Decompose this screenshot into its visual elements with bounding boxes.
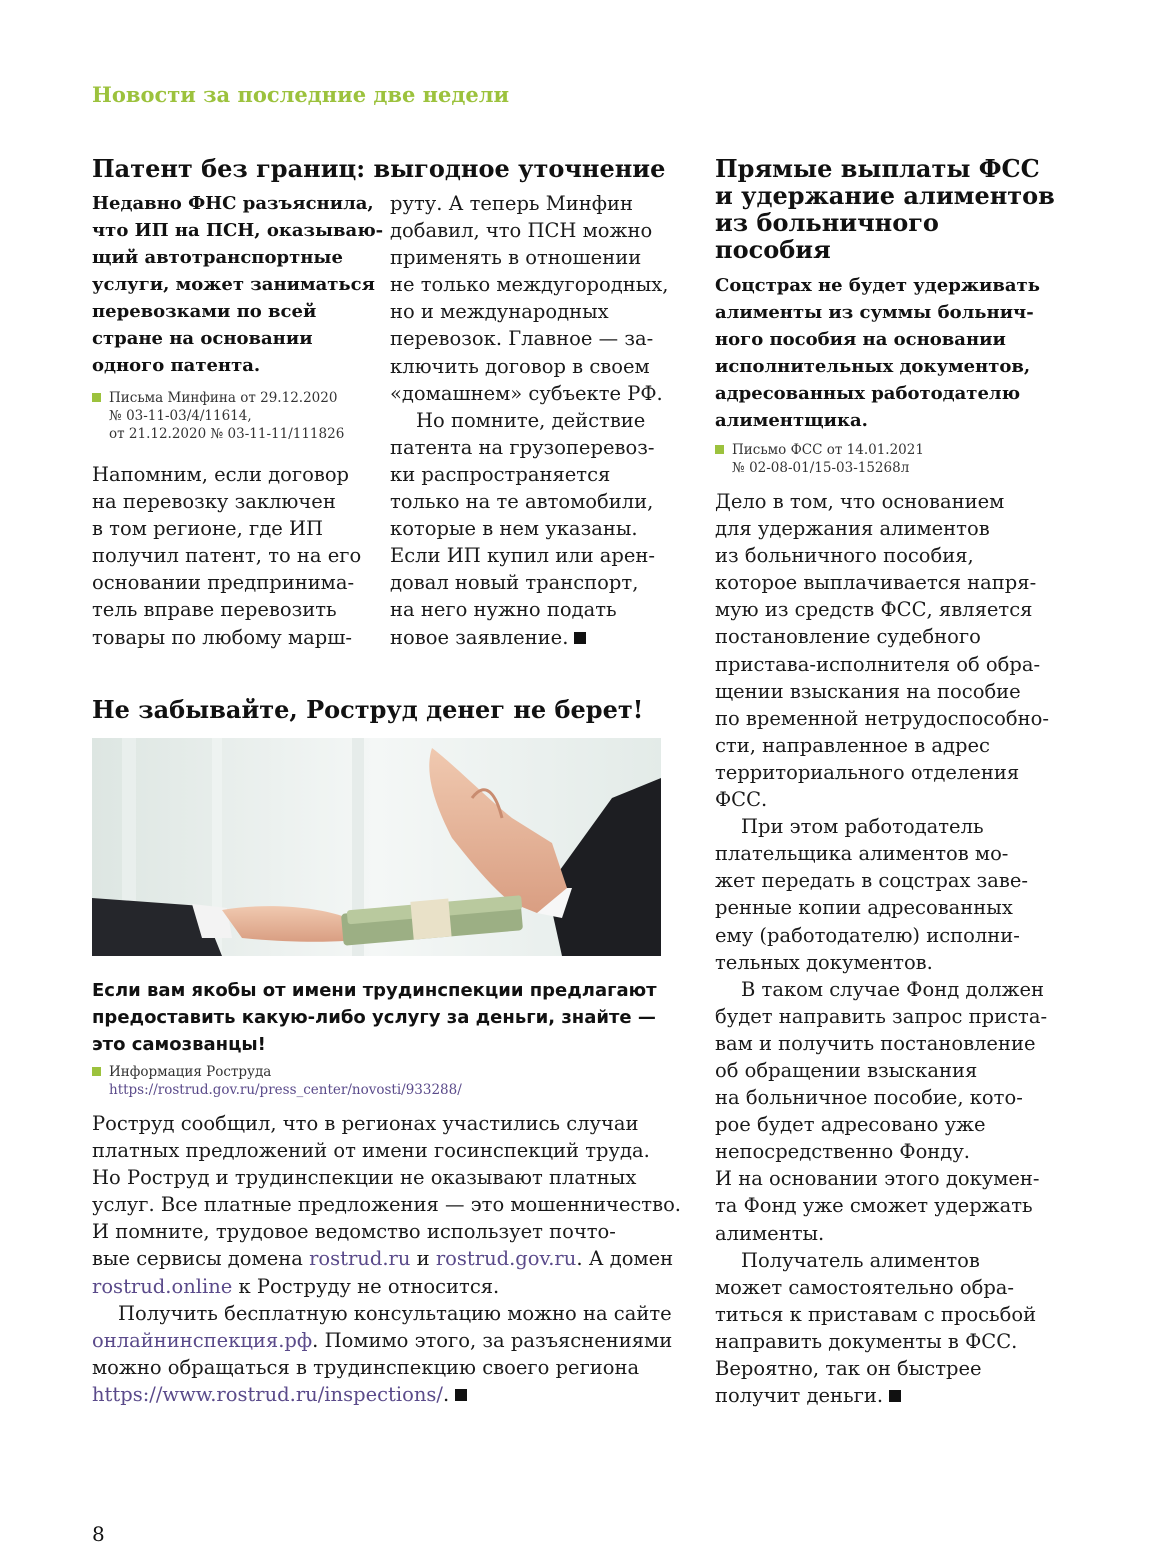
body-line: территориального отделения	[715, 760, 1020, 784]
body-line: Получить бесплатную консультацию можно на сайте	[118, 1301, 672, 1325]
section-label: Новости за последние две недели	[92, 82, 510, 107]
body-line-last	[715, 1382, 1049, 1409]
body-line: «домашнем» субъекте РФ.	[390, 381, 663, 405]
body-line: Если ИП купил или арен-	[390, 544, 656, 568]
body-line: Но Роструд и трудинспекции не оказывают платных	[92, 1166, 637, 1190]
body-line: рое будет адресовано уже	[715, 1113, 986, 1137]
end-mark-icon	[455, 1389, 467, 1401]
body-text: . А домен	[576, 1247, 674, 1271]
title-line: пособия	[715, 235, 831, 264]
lead-line: перевозками по всей	[92, 301, 317, 322]
body-line: направить документы в ФСС.	[715, 1329, 1018, 1353]
body-line: из больничного пособия,	[715, 544, 974, 568]
title-line: и удержание алиментов	[715, 181, 1055, 210]
source-line: № 02-08-01/15-03-15268л	[732, 460, 910, 476]
body-line: мую из средств ФСС, является	[715, 598, 1033, 622]
body-line: на больничное пособие, кото-	[715, 1086, 1023, 1110]
body-line: перевозок. Главное — за-	[390, 327, 654, 351]
article1-body-right	[390, 190, 668, 651]
body-line: которые в нем указаны.	[390, 517, 638, 541]
body-line: руту. А теперь Минфин	[390, 192, 633, 215]
body-line	[92, 1327, 681, 1354]
body-line: сти, направленное в адрес	[715, 733, 990, 757]
body-line: только на те автомобили,	[390, 490, 654, 514]
title-line: Прямые выплаты ФСС	[715, 154, 1040, 183]
lead-line: адресованных работодателю	[715, 383, 1021, 404]
article3-lead	[715, 272, 1040, 434]
body-line: Вероятно, так он быстрее	[715, 1357, 982, 1380]
source-line: от 21.12.2020 № 03-11-11/111826	[109, 426, 345, 442]
body-line: титься к приставам с просьбой	[715, 1302, 1037, 1326]
lead-line: алиментщика.	[715, 410, 868, 431]
lead-line: исполнительных документов,	[715, 356, 1031, 377]
body-line: жет передать в соцстрах заве-	[715, 869, 1029, 893]
body-line: щении взыскания на пособие	[715, 679, 1021, 703]
body-line: непосредственно Фонду.	[715, 1140, 970, 1164]
lead-line: щий автотранспортные	[92, 247, 343, 268]
lead-line: алименты из суммы больнич-	[715, 302, 1034, 323]
end-mark-icon	[574, 632, 586, 644]
body-line: не только междугородных,	[390, 273, 669, 297]
page-number: 8	[92, 1522, 105, 1546]
body-line: можно обращаться в трудинспекцию своего региона	[92, 1355, 640, 1379]
body-line: вам и получить постановление	[715, 1031, 1036, 1055]
article2-caption	[92, 977, 657, 1058]
article2-title: Не забывайте, Роструд денег не берет!	[92, 695, 644, 724]
body-line: патента на грузоперевоз-	[390, 435, 655, 459]
lead-line: что ИП на ПСН, оказываю-	[92, 220, 384, 241]
body-line: та Фонд уже сможет удержать	[715, 1194, 1033, 1218]
rostrud-ru-link[interactable]: rostrud.ru	[309, 1247, 411, 1271]
body-text: . Помимо этого, за разъяснениями	[312, 1328, 673, 1352]
lead-line: Соцстрах не будет удерживать	[715, 275, 1040, 296]
source-line: Письма Минфина от 29.12.2020	[109, 390, 338, 406]
body-line: ки распространяется	[390, 462, 611, 486]
body-line: будет направить запрос приста-	[715, 1004, 1048, 1028]
article3-body	[715, 488, 1049, 1409]
article1-lead	[92, 190, 384, 379]
caption-line: Если вам якобы от имени трудинспекции предлагают	[92, 980, 657, 1001]
source-line: Письмо ФСС от 14.01.2021	[732, 442, 924, 458]
body-line: Но помните, действие	[416, 408, 646, 432]
body-line: тельных документов.	[715, 950, 933, 974]
body-line: платных предложений от имени госинспекций труда.	[92, 1139, 650, 1163]
body-line: товары по любому марш-	[92, 625, 352, 649]
body-line: И на основании этого докумен-	[715, 1167, 1040, 1191]
article1-source	[92, 389, 344, 443]
body-line: но и международных	[390, 300, 609, 324]
body-line: постановление судебного	[715, 625, 981, 649]
green-square-icon	[92, 393, 101, 402]
body-text: к Роструду не относится.	[232, 1274, 500, 1298]
body-text: .	[443, 1382, 450, 1406]
body-line: по временной нетрудоспособно-	[715, 706, 1049, 730]
rostrud-gov-ru-link[interactable]: rostrud.gov.ru	[435, 1247, 577, 1271]
inspections-link[interactable]: https://www.rostrud.ru/inspections/	[92, 1382, 443, 1406]
source-line: № 03-11-03/4/11614,	[109, 408, 252, 424]
body-line: пристава-исполнителя об обра-	[715, 652, 1041, 676]
body-line: услуг. Все платные предложения — это мошенничество.	[92, 1193, 682, 1217]
caption-line: это самозванцы!	[92, 1034, 266, 1055]
body-line: Дело в том, что основанием	[715, 490, 1005, 513]
body-line: которое выплачивается напря-	[715, 571, 1037, 595]
body-line: применять в отношении	[390, 246, 642, 270]
body-text: получит деньги.	[715, 1384, 884, 1408]
onlineinspection-link[interactable]: онлайнинспекция.рф	[92, 1328, 313, 1352]
article2-source	[92, 1063, 462, 1099]
body-line: на него нужно подать	[390, 598, 617, 622]
body-line: И помните, трудовое ведомство использует почто-	[92, 1220, 616, 1244]
body-line: основании предпринима-	[92, 571, 355, 595]
body-line: ключить договор в своем	[390, 354, 650, 378]
article3-source	[715, 441, 924, 477]
body-line	[92, 1381, 681, 1408]
end-mark-icon	[889, 1390, 901, 1402]
lead-line: стране на основании	[92, 328, 313, 349]
caption-line: предоставить какую-либо услугу за деньги, знайте —	[92, 1007, 656, 1028]
body-line-last	[390, 624, 668, 651]
title-line: из больничного	[715, 208, 939, 237]
body-line: для удержания алиментов	[715, 517, 990, 541]
body-line	[92, 1273, 681, 1300]
green-square-icon	[715, 445, 724, 454]
body-line	[92, 1245, 681, 1272]
article1-title: Патент без границ: выгодное уточнение	[92, 154, 666, 183]
body-line: ФСС.	[715, 788, 768, 812]
body-line: об обращении взыскания	[715, 1058, 978, 1082]
lead-line: ного пособия на основании	[715, 329, 1006, 350]
body-line: Напомним, если договор	[92, 463, 350, 486]
source-title: Информация Роструда	[109, 1064, 272, 1080]
body-text: и	[410, 1247, 436, 1271]
article2-body	[92, 1110, 681, 1408]
article1-body-left	[92, 461, 361, 651]
body-text: вые сервисы домена	[92, 1247, 310, 1271]
body-line: в том регионе, где ИП	[92, 517, 323, 541]
body-line: на перевозку заключен	[92, 490, 336, 514]
green-square-icon	[92, 1067, 101, 1076]
hands-refusing-money-photo	[92, 738, 661, 956]
rostrud-online-link[interactable]: rostrud.online	[92, 1274, 233, 1298]
body-line: может самостоятельно обра-	[715, 1275, 1015, 1299]
body-line: плательщика алиментов мо-	[715, 842, 1009, 866]
lead-line: Недавно ФНС разъяснила,	[92, 193, 374, 214]
body-line: Роструд сообщил, что в регионах участились случаи	[92, 1112, 639, 1135]
body-line: получил патент, то на его	[92, 544, 362, 568]
body-line: В таком случае Фонд должен	[741, 977, 1045, 1001]
article3-title	[715, 155, 1055, 263]
body-line: При этом работодатель	[741, 815, 984, 839]
body-line: тель вправе перевозить	[92, 598, 337, 622]
body-line: добавил, что ПСН можно	[390, 219, 653, 243]
body-line: довал новый транспорт,	[390, 571, 639, 595]
source-link[interactable]: https://rostrud.gov.ru/press_center/novosti/933288/	[109, 1082, 462, 1098]
lead-line: одного патента.	[92, 355, 261, 376]
body-line: алименты.	[715, 1221, 825, 1245]
lead-line: услуги, может заниматься	[92, 274, 375, 295]
body-line: ему (работодателю) исполни-	[715, 923, 1020, 947]
body-line: ренные копии адресованных	[715, 896, 1013, 920]
body-line: Получатель алиментов	[741, 1248, 980, 1272]
body-text: новое заявление.	[390, 625, 569, 649]
